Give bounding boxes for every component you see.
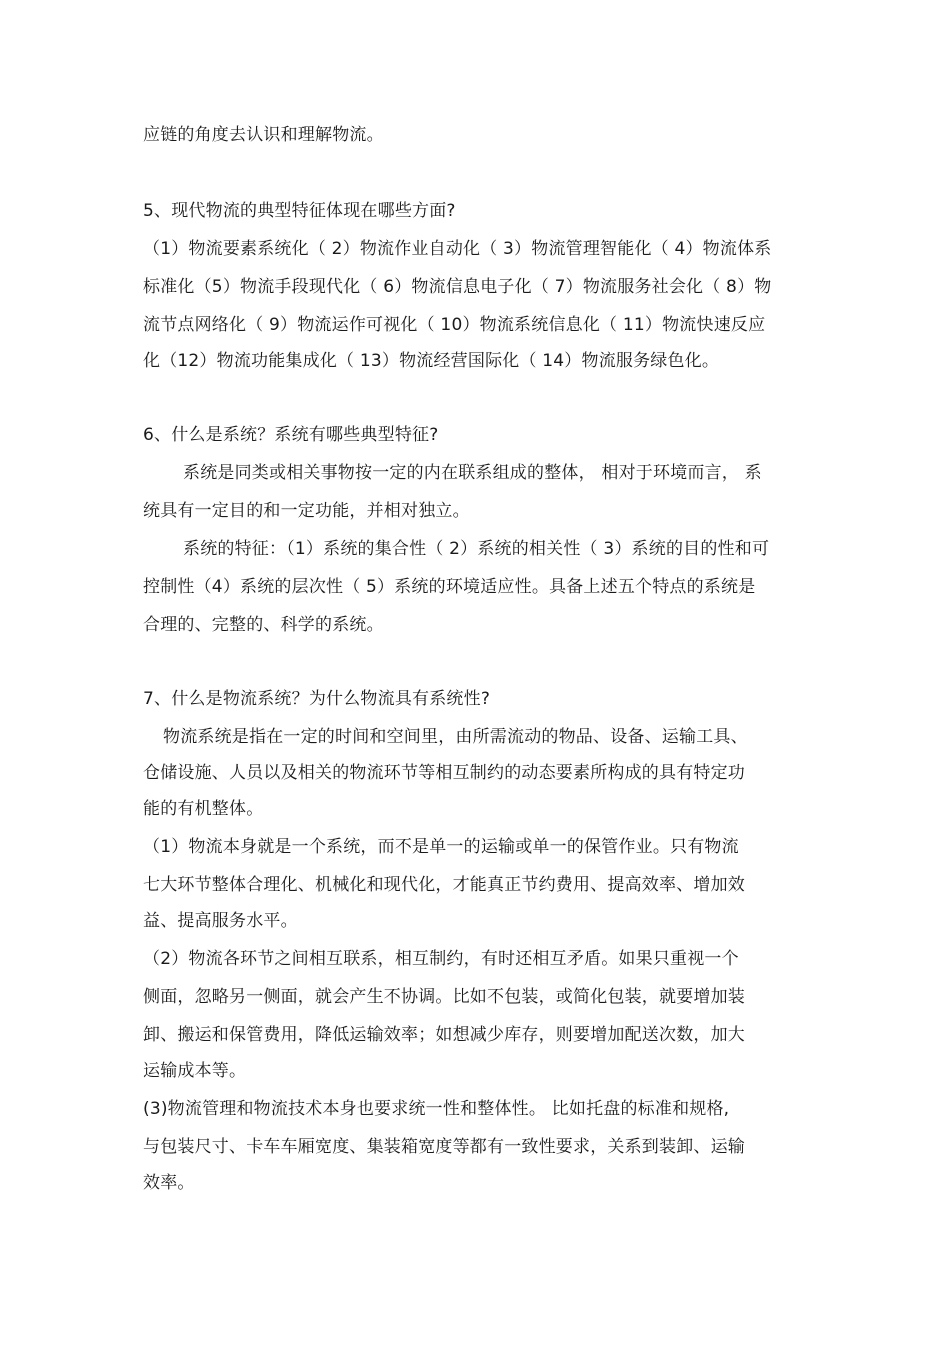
q5-title: 5、现代物流的典型特征体现在哪些方面?	[143, 201, 456, 221]
q6-line-5: 合理的、完整的、科学的系统。	[143, 615, 384, 635]
q7-line-1: 物流系统是指在一定的时间和空间里，由所需流动的物品、设备、运输工具、	[163, 727, 748, 747]
q5-line-3: 流节点网络化（ 9）物流运作可视化（ 10）物流系统信息化（ 11）物流快速反应	[143, 315, 766, 335]
q5-line-2: 标准化（5）物流手段现代化（ 6）物流信息电子化（ 7）物流服务社会化（ 8）物	[143, 277, 772, 297]
q7-line-12: 与包装尺寸、卡车车厢宽度、集装箱宽度等都有一致性要求，关系到装卸、运输	[143, 1137, 745, 1157]
q5-line-4: 化（12）物流功能集成化（ 13）物流经营国际化（ 14）物流服务绿色化。	[143, 351, 720, 371]
q7-title: 7、什么是物流系统？为什么物流具有系统性?	[143, 689, 491, 709]
q7-line-2: 仓储设施、人员以及相关的物流环节等相互制约的动态要素所构成的具有特定功	[143, 763, 745, 783]
q7-line-4: （1）物流本身就是一个系统，而不是单一的运输或单一的保管作业。只有物流	[143, 837, 739, 857]
q6-line-1: 系统是同类或相关事物按一定的内在联系组成的整体， 相对于环境而言， 系	[183, 463, 762, 483]
intro-tail-text: 应链的角度去认识和理解物流。	[143, 125, 384, 145]
q7-line-9: 卸、搬运和保管费用，降低运输效率；如想减少库存，则要增加配送次数，加大	[143, 1025, 745, 1045]
q5-line-1: （1）物流要素系统化（ 2）物流作业自动化（ 3）物流管理智能化（ 4）物流体系	[143, 239, 772, 259]
q6-line-2: 统具有一定目的和一定功能，并相对独立。	[143, 501, 470, 521]
q7-line-8: 侧面，忽略另一侧面，就会产生不协调。比如不包装，或简化包装，就要增加装	[143, 987, 745, 1007]
q7-line-5: 七大环节整体合理化、机械化和现代化，才能真正节约费用、提高效率、增加效	[143, 875, 745, 895]
q7-line-7: （2）物流各环节之间相互联系，相互制约，有时还相互矛盾。如果只重视一个	[143, 949, 739, 969]
q7-line-3: 能的有机整体。	[143, 799, 264, 819]
q6-line-4: 控制性（4）系统的层次性（ 5）系统的环境适应性。具备上述五个特点的系统是	[143, 577, 756, 597]
q7-line-6: 益、提高服务水平。	[143, 911, 298, 931]
q6-line-3: 系统的特征：（1）系统的集合性（ 2）系统的相关性（ 3）系统的目的性和可	[183, 539, 770, 559]
q7-line-13: 效率。	[143, 1173, 195, 1193]
q7-line-10: 运输成本等。	[143, 1061, 247, 1081]
q7-line-11: (3)物流管理和物流技术本身也要求统一性和整体性。 比如托盘的标准和规格,	[143, 1099, 730, 1119]
q6-title: 6、什么是系统？系统有哪些典型特征?	[143, 425, 439, 445]
